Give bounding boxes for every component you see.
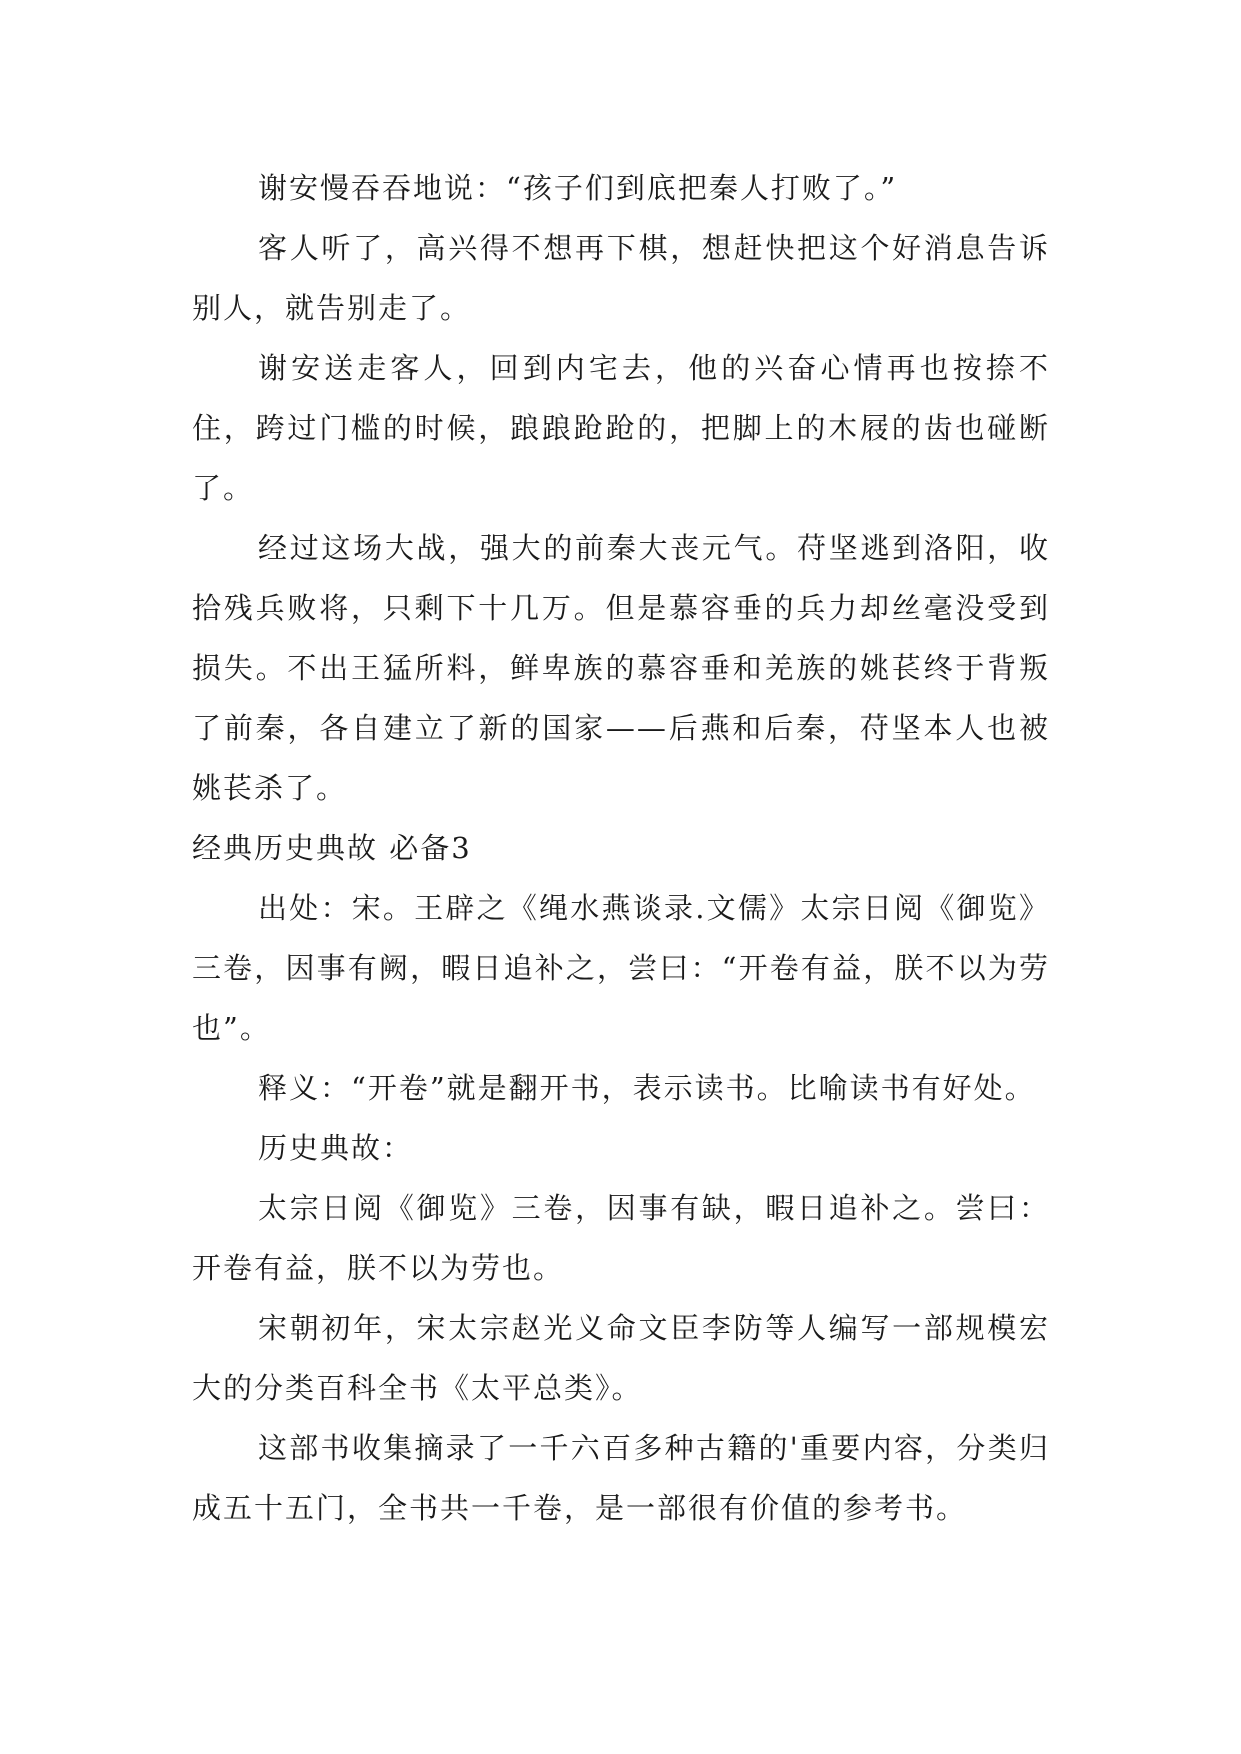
paragraph: 释义：“开卷”就是翻开书，表示读书。比喻读书有好处。: [258, 1071, 1036, 1105]
paragraph: 太宗日阅《御览》三卷，因事有缺，暇日追补之。尝曰：开卷有益，朕不以为劳也。: [192, 1191, 1050, 1285]
paragraph: 经过这场大战，强大的前秦大丧元气。苻坚逃到洛阳，收拾残兵败将，只剩下十几万。但是慕容垂的兵力却丝毫没受到损失。不出王猛所料，鲜卑族的慕容垂和羌族的姚苌终于背叛了前秦，各自建立了新的国家——后燕和后秦，苻坚本人也被姚苌杀了。: [192, 531, 1050, 805]
paragraph: 出处：宋。王辟之《绳水燕谈录.文儒》太宗日阅《御览》三卷，因事有阙，暇日追补之，尝曰：“开卷有益，朕不以为劳也”。: [192, 891, 1050, 1045]
paragraph: 历史典故：: [258, 1131, 414, 1165]
paragraph: 宋朝初年，宋太宗赵光义命文臣李防等人编写一部规模宏大的分类百科全书《太平总类》。: [192, 1311, 1050, 1405]
paragraph: 客人听了，高兴得不想再下棋，想赶快把这个好消息告诉别人，就告别走了。: [192, 231, 1050, 325]
paragraph: 谢安送走客人，回到内宅去，他的兴奋心情再也按捺不住，跨过门槛的时候，踉踉跄跄的，把脚上的木屐的齿也碰断了。: [192, 351, 1050, 505]
paragraph: 谢安慢吞吞地说：“孩子们到底把秦人打败了。”: [258, 171, 898, 205]
section-heading: 经典历史典故 必备3: [192, 831, 472, 865]
document-body: [192, 158, 1050, 1538]
paragraph: 这部书收集摘录了一千六百多种古籍的'重要内容，分类归成五十五门，全书共一千卷，是一部很有价值的参考书。: [192, 1431, 1050, 1525]
